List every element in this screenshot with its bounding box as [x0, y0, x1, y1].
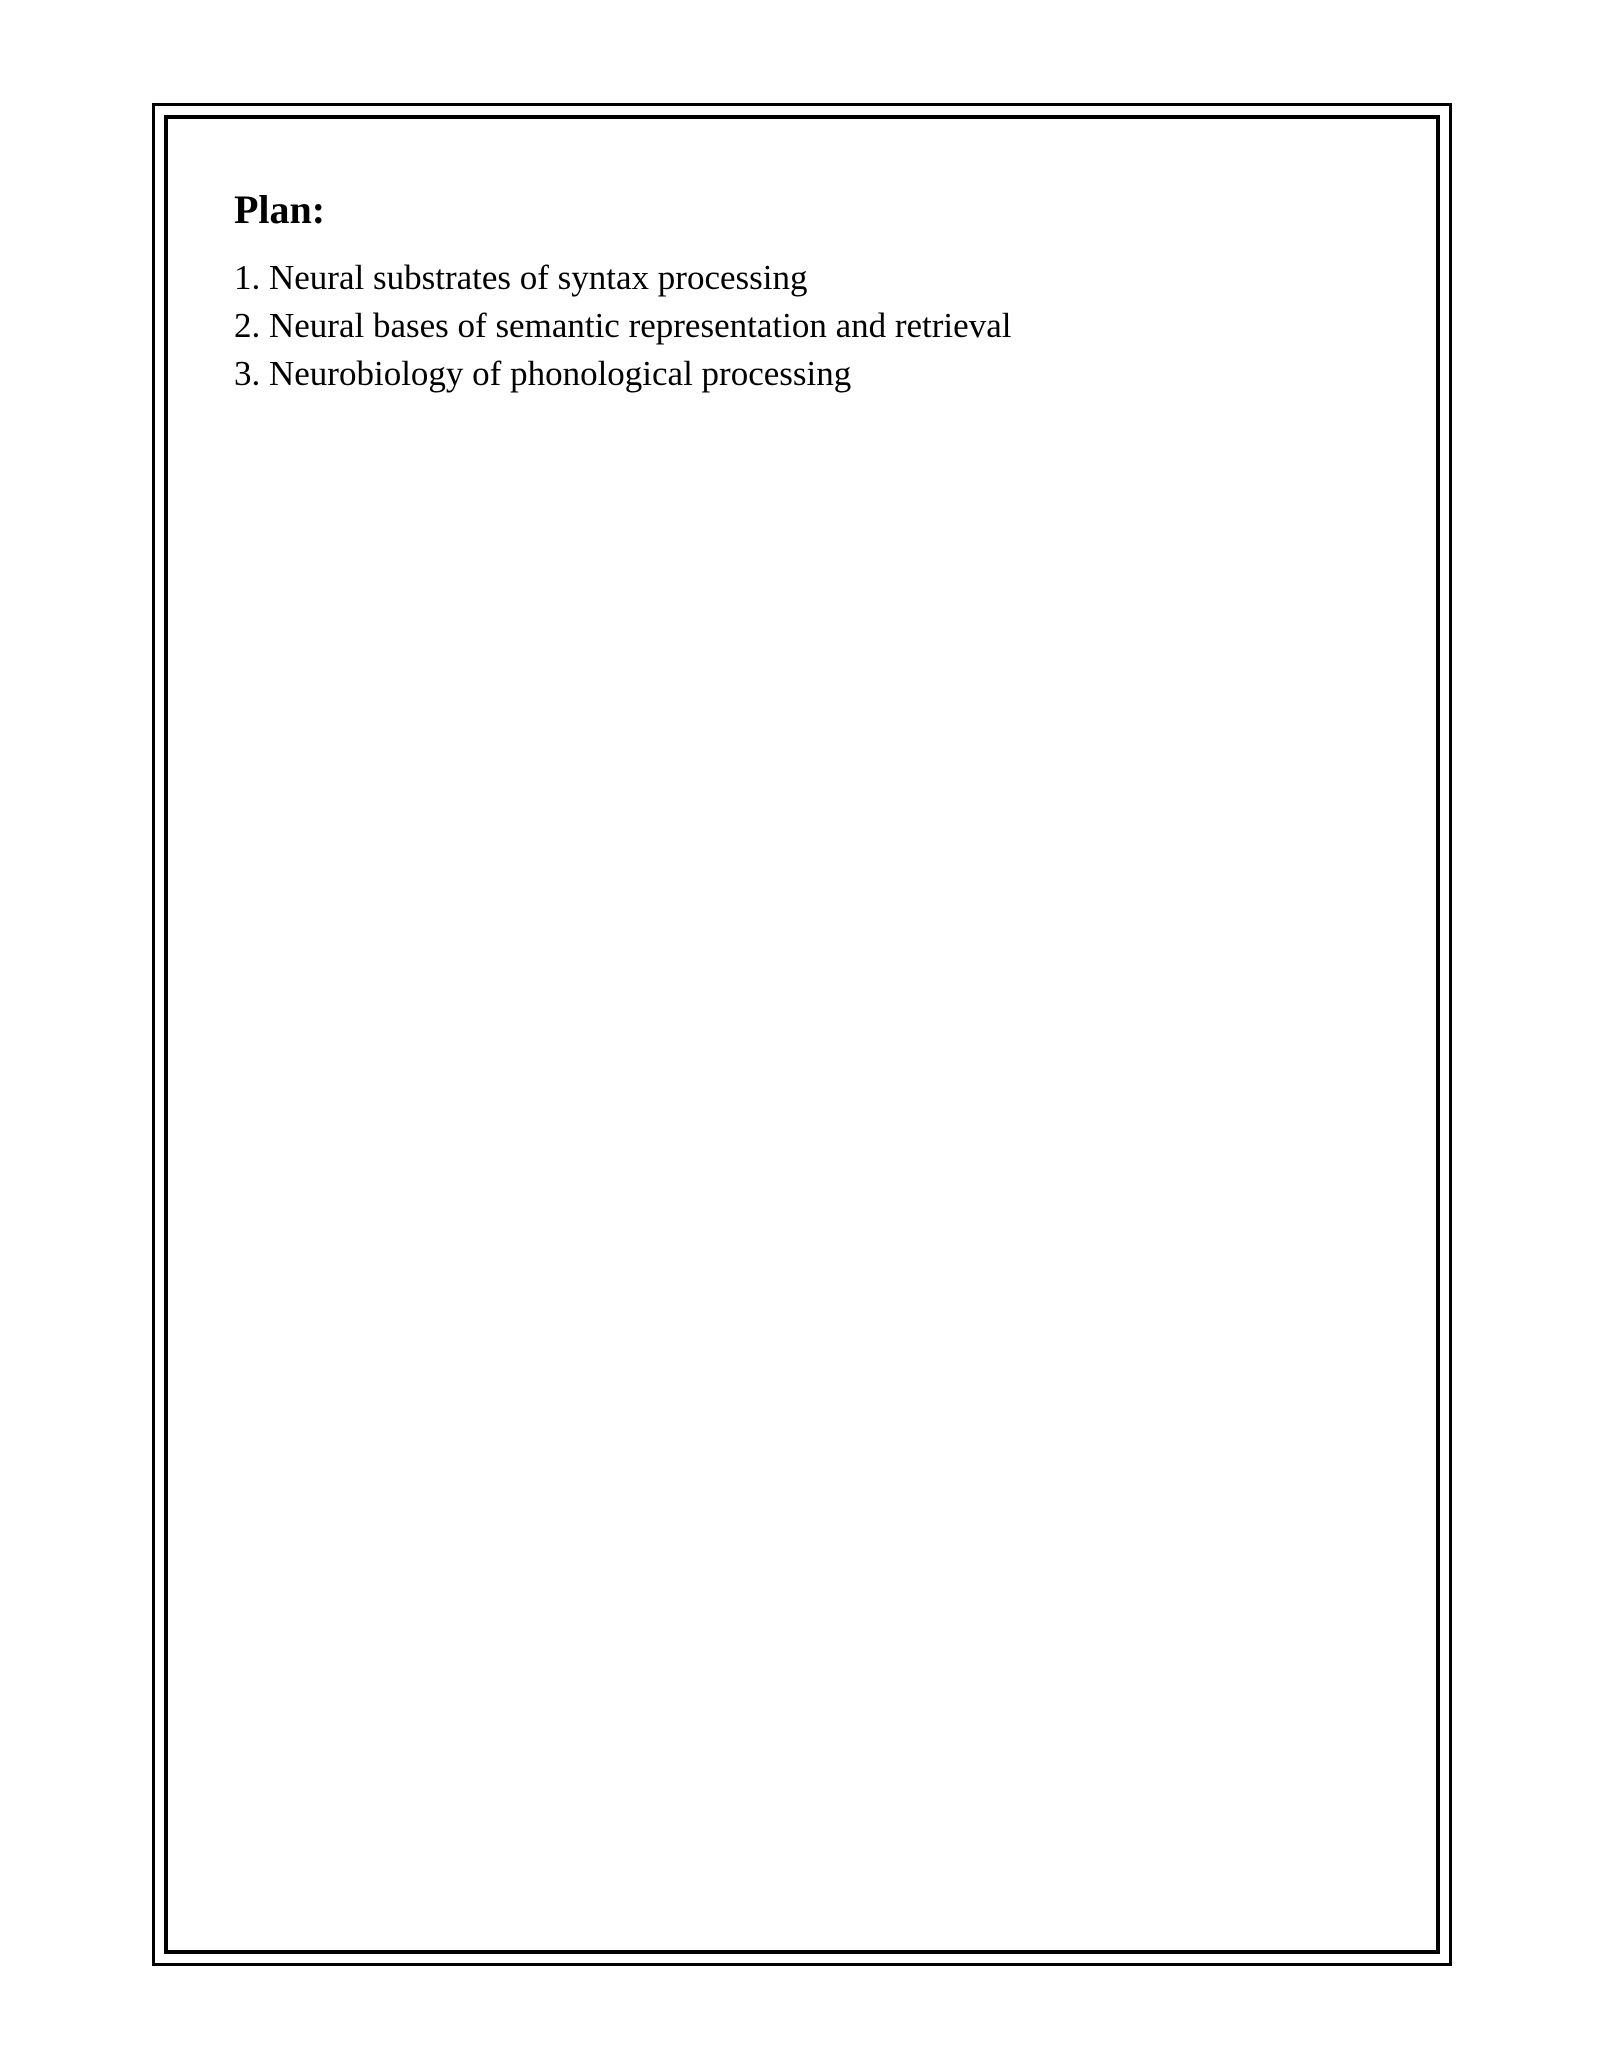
- plan-item-3: 3. Neurobiology of phonological processing: [234, 354, 852, 393]
- page-content: [234, 186, 1334, 398]
- page-title: Plan:: [234, 187, 326, 232]
- plan-item-2: 2. Neural bases of semantic representation and retrieval: [234, 306, 1012, 345]
- plan-item-1: 1. Neural substrates of syntax processing: [234, 258, 808, 297]
- plan-list: [234, 254, 1334, 398]
